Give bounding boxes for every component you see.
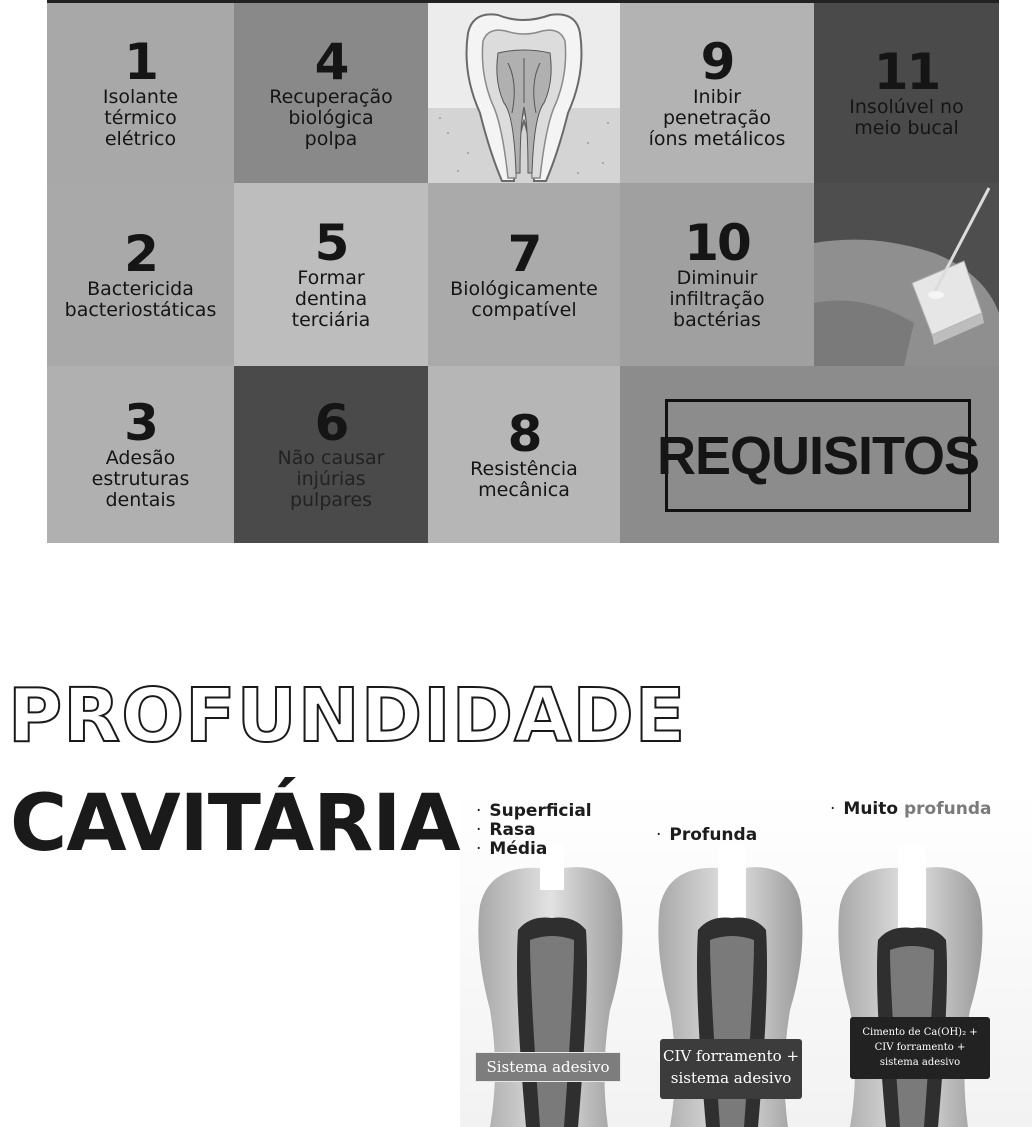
- cell-line: terciária: [291, 309, 371, 331]
- depth-group-2: · Profunda: [656, 825, 758, 845]
- cell-line: Resistência: [470, 457, 578, 480]
- cell-line: Insolúvel no: [849, 96, 964, 118]
- depth-label-bold: Muito: [843, 799, 899, 819]
- grid-cell-11: [814, 3, 999, 183]
- cell-line: Recuperação: [269, 85, 393, 108]
- grid-cell-2: [47, 183, 234, 366]
- depth-item: · Superficial: [476, 801, 592, 821]
- depth-label-grey: profunda: [903, 799, 992, 819]
- grid-cell-4: [234, 3, 428, 183]
- tag-text: CIV forramento +: [874, 1042, 966, 1053]
- tag-text: sistema adesivo: [879, 1057, 961, 1068]
- cell-number: 7: [507, 224, 541, 283]
- cell-number: 4: [314, 32, 348, 91]
- grid-cell-10: [620, 183, 814, 366]
- cell-number: 11: [873, 43, 940, 101]
- grid-cell-5: [234, 183, 428, 366]
- cell-line: Biológicamente: [450, 277, 598, 300]
- cell-number: 5: [314, 214, 348, 272]
- cell-line: Adesão: [105, 447, 176, 469]
- depth-label: Superficial: [489, 801, 592, 821]
- grid-cell-9: [620, 3, 814, 183]
- cell-line: bacteriostáticas: [64, 298, 217, 321]
- title-cavitaria: CAVITÁRIA: [10, 779, 460, 869]
- cell-line: injúrias: [296, 468, 366, 490]
- cell-line: biológica: [288, 106, 374, 129]
- cell-number: 10: [684, 214, 750, 272]
- depth-label: Profunda: [669, 825, 758, 845]
- cell-line: mecânica: [478, 478, 570, 501]
- cell-line: compatível: [471, 298, 577, 321]
- cell-line: Isolante: [102, 85, 179, 108]
- tag-text: Sistema adesivo: [486, 1058, 610, 1076]
- cell-number: 1: [124, 32, 157, 91]
- depth-label: Média: [489, 839, 548, 859]
- tag-caoh-civ-sistema: [850, 1017, 990, 1079]
- cell-line: Formar: [297, 267, 365, 289]
- cell-line: Não causar: [277, 447, 385, 469]
- cell-line: penetração: [662, 106, 772, 129]
- cell-number: 2: [124, 224, 157, 283]
- cell-number: 8: [507, 404, 541, 463]
- requisitos-grid: [47, 0, 999, 540]
- cell-number: 9: [700, 32, 734, 91]
- cell-line: pulpares: [289, 489, 373, 511]
- depth-item: · Média: [476, 839, 548, 859]
- cell-line: infiltração: [669, 288, 765, 310]
- cell-line: elétrico: [104, 127, 177, 150]
- depth-group-1: [476, 802, 592, 859]
- cell-line: polpa: [304, 127, 358, 150]
- tag-text: CIV forramento +: [662, 1047, 800, 1065]
- cell-line: Bactericida: [87, 277, 194, 300]
- title-profundidade: PROFUNDIDADE: [8, 673, 687, 759]
- tag-civ-sistema: [660, 1039, 802, 1099]
- depth-item: · Rasa: [476, 820, 536, 840]
- cell-line: Inibir: [692, 85, 742, 108]
- cell-number: 3: [124, 394, 157, 452]
- tag-text: sistema adesivo: [670, 1069, 792, 1087]
- grid-cell-3: [47, 366, 234, 543]
- tag-text: Cimento de Ca(OH)₂ +: [862, 1027, 978, 1038]
- grid-cell-7: [428, 183, 620, 366]
- tooth-1-icon: [478, 845, 622, 1127]
- depth-group-3: · Muito profunda: [830, 799, 992, 819]
- cell-number: 6: [314, 394, 348, 452]
- grid-cell-8: [428, 366, 620, 543]
- depth-label: Rasa: [489, 820, 536, 840]
- hand-spatula-icon: [814, 183, 999, 366]
- cell-line: bactérias: [673, 309, 761, 331]
- tooth-3-icon: [838, 845, 982, 1127]
- material-application-photo: [814, 183, 999, 366]
- grid-cell-1: [47, 3, 234, 183]
- cell-line: meio bucal: [854, 117, 959, 139]
- cell-line: Diminuir: [676, 267, 758, 289]
- tooth-icon: [428, 3, 620, 183]
- tag-sistema-adesivo: [475, 1052, 621, 1082]
- cell-line: dentais: [105, 489, 176, 511]
- cell-line: íons metálicos: [648, 127, 786, 150]
- cell-line: térmico: [104, 106, 177, 129]
- cell-line: dentina: [294, 288, 368, 310]
- cell-line: estruturas: [91, 468, 190, 490]
- grid-cell-6: [234, 366, 428, 543]
- tooth-cross-section-image: [428, 3, 620, 183]
- requisitos-label: REQUISITOS: [665, 399, 971, 512]
